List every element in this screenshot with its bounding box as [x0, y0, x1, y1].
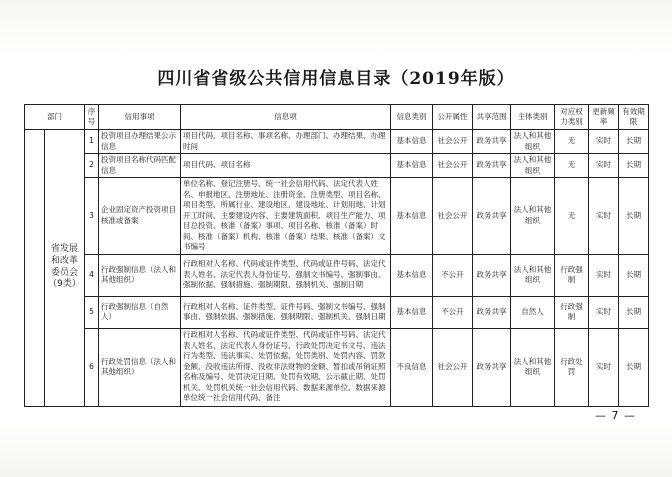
share-scope: 政务共享	[473, 328, 511, 406]
table-row	[25, 154, 649, 178]
table-row	[25, 296, 649, 328]
document-title: 四川省省级公共信用信息目录（2019年版）	[157, 69, 515, 89]
department-cell: 省发展和改革委员会（9类）	[45, 130, 85, 407]
update-frequency: 实时	[589, 254, 619, 296]
validity-period: 长期	[619, 328, 649, 406]
column-header: 公开属性	[433, 105, 473, 130]
update-frequency: 实时	[589, 178, 619, 255]
info-fields: 行政相对人名称、证件类型、证件号码、强制文书编号、强制事由、强制依据、强制措施、强制期限、强制机关、强制日期	[181, 296, 391, 328]
disclosure: 社会公开	[433, 178, 473, 255]
share-scope: 政务共享	[473, 178, 511, 255]
column-header: 序号	[85, 105, 99, 130]
table-row	[25, 328, 649, 406]
info-category: 基本信息	[391, 130, 433, 154]
row-number: 1	[85, 130, 99, 154]
row-number: 4	[85, 254, 99, 296]
info-fields: 项目代码、项目名称	[181, 154, 391, 178]
share-scope: 政务共享	[473, 296, 511, 328]
info-fields: 单位名称、登记注册号、统一社会信用代码、法定代表人姓名、申报地区、注册地址、注册资金、注册类型、项目名称、项目类型、所属行业、建设地区、建设地址、计划用地、计划开工时间、主要建设内容、主要建筑面积、项目生产能力、项目总投资、核准（备案）事项、项目名称、核准（备案）时间、核准（备案）机构、核准（备案）结果、核准（备案）文书编号	[181, 178, 391, 255]
column-header: 共享范围	[473, 105, 511, 130]
update-frequency: 实时	[589, 328, 619, 406]
table-header-row	[25, 105, 649, 130]
power-type: 无	[555, 154, 589, 178]
power-type: 无	[555, 178, 589, 255]
column-header: 部门	[25, 105, 85, 130]
power-type: 行政强制	[555, 254, 589, 296]
update-frequency: 实时	[589, 154, 619, 178]
update-frequency: 实时	[589, 296, 619, 328]
power-type: 行政处罚	[555, 328, 589, 406]
row-number: 6	[85, 328, 99, 406]
column-header: 更新频率	[589, 105, 619, 130]
column-header: 信息类别	[391, 105, 433, 130]
share-scope: 政务共享	[473, 130, 511, 154]
credit-item: 投资项目名称代码匹配信息	[99, 154, 181, 178]
row-number: 3	[85, 178, 99, 255]
update-frequency: 实时	[589, 130, 619, 154]
power-type: 行政强制	[555, 296, 589, 328]
subject-type: 法人和其他组织	[511, 178, 555, 255]
row-group-marker	[25, 130, 45, 407]
credit-item: 行政强制信息（自然人）	[99, 296, 181, 328]
disclosure: 不公开	[433, 296, 473, 328]
share-scope: 政务共享	[473, 254, 511, 296]
row-number: 5	[85, 296, 99, 328]
subject-type: 法人和其他组织	[511, 328, 555, 406]
column-header: 信息项	[181, 105, 391, 130]
credit-item: 行政处罚信息（法人和其他组织）	[99, 328, 181, 406]
info-category: 基本信息	[391, 254, 433, 296]
subject-type: 自然人	[511, 296, 555, 328]
subject-type: 法人和其他组织	[511, 154, 555, 178]
info-category: 基本信息	[391, 296, 433, 328]
validity-period: 长期	[619, 130, 649, 154]
info-fields: 项目代码、项目名称、事项名称、办理部门、办理结果、办理时间	[181, 130, 391, 154]
validity-period: 长期	[619, 296, 649, 328]
column-header: 对应权力类别	[555, 105, 589, 130]
disclosure: 社会公开	[433, 130, 473, 154]
credit-catalog-table	[24, 104, 649, 407]
subject-type: 法人和其他组织	[511, 130, 555, 154]
validity-period: 长期	[619, 254, 649, 296]
info-category: 基本信息	[391, 154, 433, 178]
validity-period: 长期	[619, 178, 649, 255]
credit-item: 投资项目办理结果公示信息	[99, 130, 181, 154]
column-header: 有效期限	[619, 105, 649, 130]
disclosure: 社会公开	[433, 328, 473, 406]
credit-item: 企业固定资产投资项目核准或备案	[99, 178, 181, 255]
share-scope: 政务共享	[473, 154, 511, 178]
power-type: 无	[555, 130, 589, 154]
page-number: — 7 —	[595, 409, 636, 422]
info-category: 不良信息	[391, 328, 433, 406]
column-header: 主体类别	[511, 105, 555, 130]
table-row	[25, 130, 649, 154]
row-number: 2	[85, 154, 99, 178]
info-fields: 行政相对人名称、代码或证件类型、代码或证件号码、法定代表人姓名、法定代表人身份证号、行政处罚决定书文号、违法行为类型、违法事实、处罚依据、处罚类别、处罚内容、罚款金额、没收违法所得、没收非法财物的金额、暂扣或吊销证照名称及编号、处罚决定日期、处罚有效期、公示截止期、处罚机关、处罚机关统一社会信用代码、数据来源单位、数据来源单位统一社会信用代码、备注	[181, 328, 391, 406]
column-header: 信用事项	[99, 105, 181, 130]
validity-period: 长期	[619, 154, 649, 178]
disclosure: 社会公开	[433, 154, 473, 178]
table-row	[25, 178, 649, 255]
subject-type: 法人和其他组织	[511, 254, 555, 296]
info-fields: 行政相对人名称、代码或证件类型、代码或证件号码、法定代表人姓名、法定代表人身份证号、强制文书编号、强制事由、强制依据、强制措施、强制期限、强制机关、强制日期	[181, 254, 391, 296]
info-category: 基本信息	[391, 178, 433, 255]
credit-item: 行政强制信息（法人和其他组织）	[99, 254, 181, 296]
disclosure: 不公开	[433, 254, 473, 296]
table-row	[25, 254, 649, 296]
